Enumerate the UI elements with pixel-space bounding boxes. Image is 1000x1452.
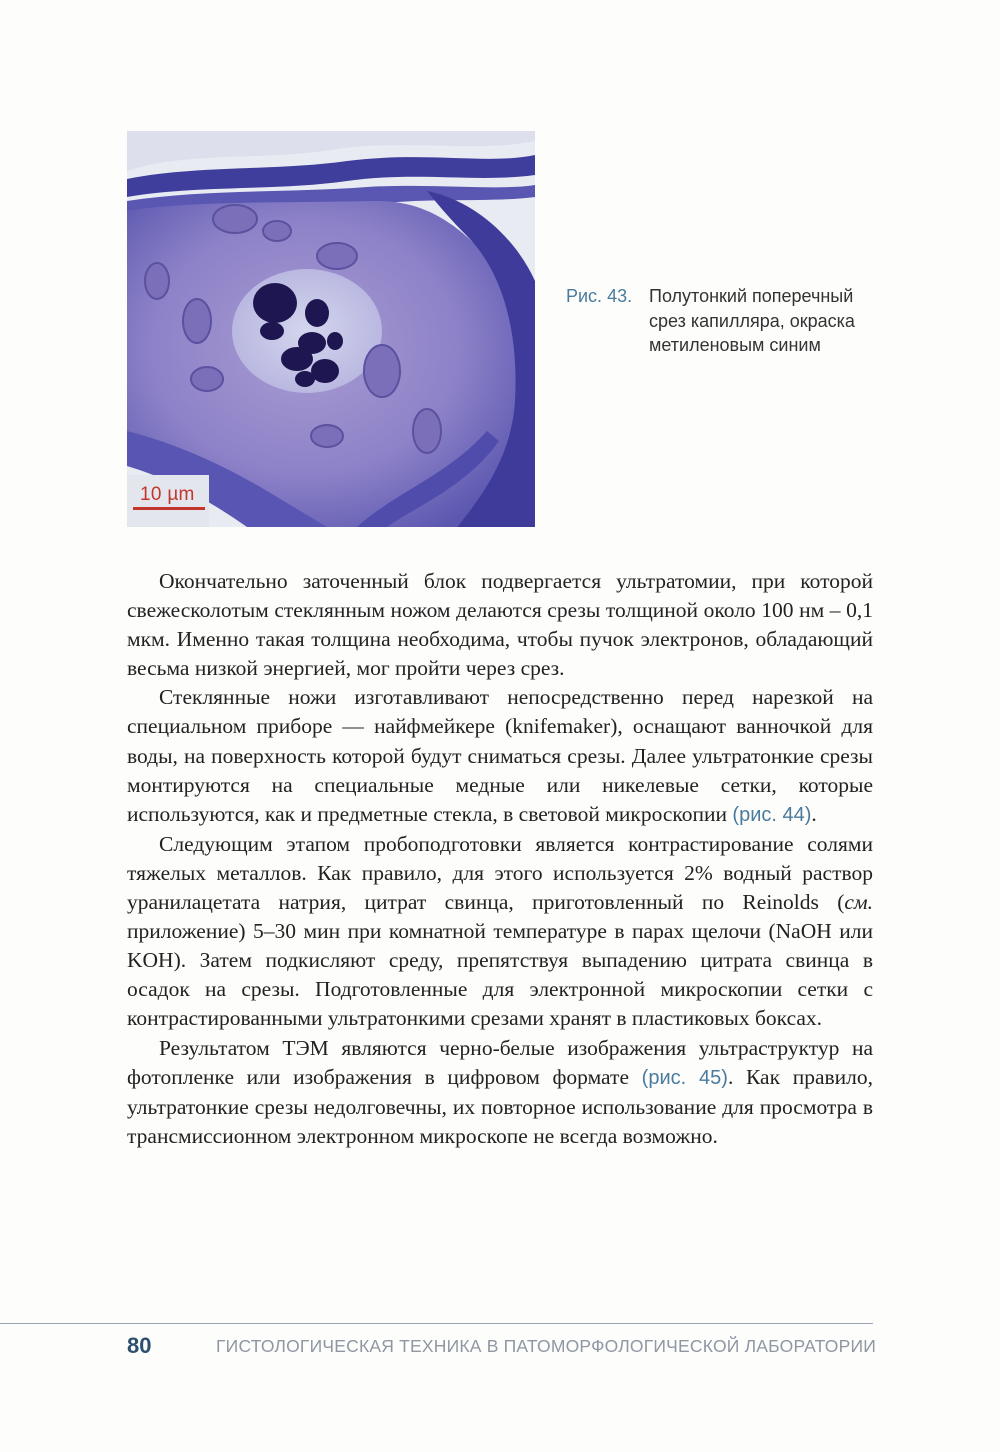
capillary-micrograph-image [127,131,535,527]
caption-text: Полутонкий поперечный срез капилляра, окраска метиленовым синим [649,286,855,355]
paragraph-4 [127,1034,873,1151]
micrograph-figure [127,131,535,527]
page-number: 80 [127,1333,152,1358]
paragraph-3 [127,830,873,1034]
footer-rule [0,1323,873,1324]
paragraph-3-italic: см. [844,890,873,915]
scale-bar [133,507,205,510]
paragraph-2 [127,683,873,829]
paragraph-3-text: Следующим этапом пробоподготовки является контрастирование солями тяжелых металлов. Как правило, для этого используется 2% водный раствор уранилацетата натрия, цитрат свинца, приготовленный по Reinolds ( [127,831,873,915]
paragraph-1: Окончательно заточенный блок подвергается ультратомии, при которой свежесколотым стеклянным ножом делаются срезы толщиной около 100 нм – 0,1 мкм. Именно такая толщина необходима, чтобы пучок электронов, обладающий весьма низкой энергией, мог пройти через срез. [127,569,873,681]
paragraph-4-text: Результатом ТЭМ являются черно-белые изображения ультраструктур на фотопленке или изображения в цифровом формате [127,1035,873,1089]
paragraph-2-end: . [811,801,817,826]
running-title: ГИСТОЛОГИЧЕСКАЯ ТЕХНИКА В ПАТОМОРФОЛОГИЧЕСКОЙ ЛАБОРАТОРИИ [216,1336,877,1356]
caption-label: Рис. 43. [566,286,633,306]
paragraph-4-end: . Как правило, ультратонкие срезы недолговечны, их повторное использование для просмотра в трансмиссионном электронном микроскопе не всегда возможно. [127,1064,874,1148]
figure-ref-44[interactable]: (рис. 44) [732,803,812,826]
paragraph-3-end: приложение) 5–30 мин при комнатной температуре в парах щелочи (NaOH или KOH). Затем подкисляют среду, препятствуя выпадению цитрата свинца в осадок на срезы. Подготовленные для электронной микроскопии сетки с контрастированными ультратонкими срезами хранят в пластиковых боксах. [127,919,873,1031]
paragraph-2-text: Стеклянные ножи изготавливают непосредственно перед нарезкой на специальном приборе — найфмейкере (knifemaker), оснащают ванночкой для воды, на поверхность которой будут сниматься срезы. Далее ультратонкие срезы монтируются на специальные медные или никелевые сетки, которые используются, как и предметные стекла, в световой микроскопии [127,685,873,826]
scale-bar-label: 10 µm [140,484,195,505]
body-text [127,567,873,1151]
figure-ref-45[interactable]: (рис. 45) [641,1066,728,1089]
